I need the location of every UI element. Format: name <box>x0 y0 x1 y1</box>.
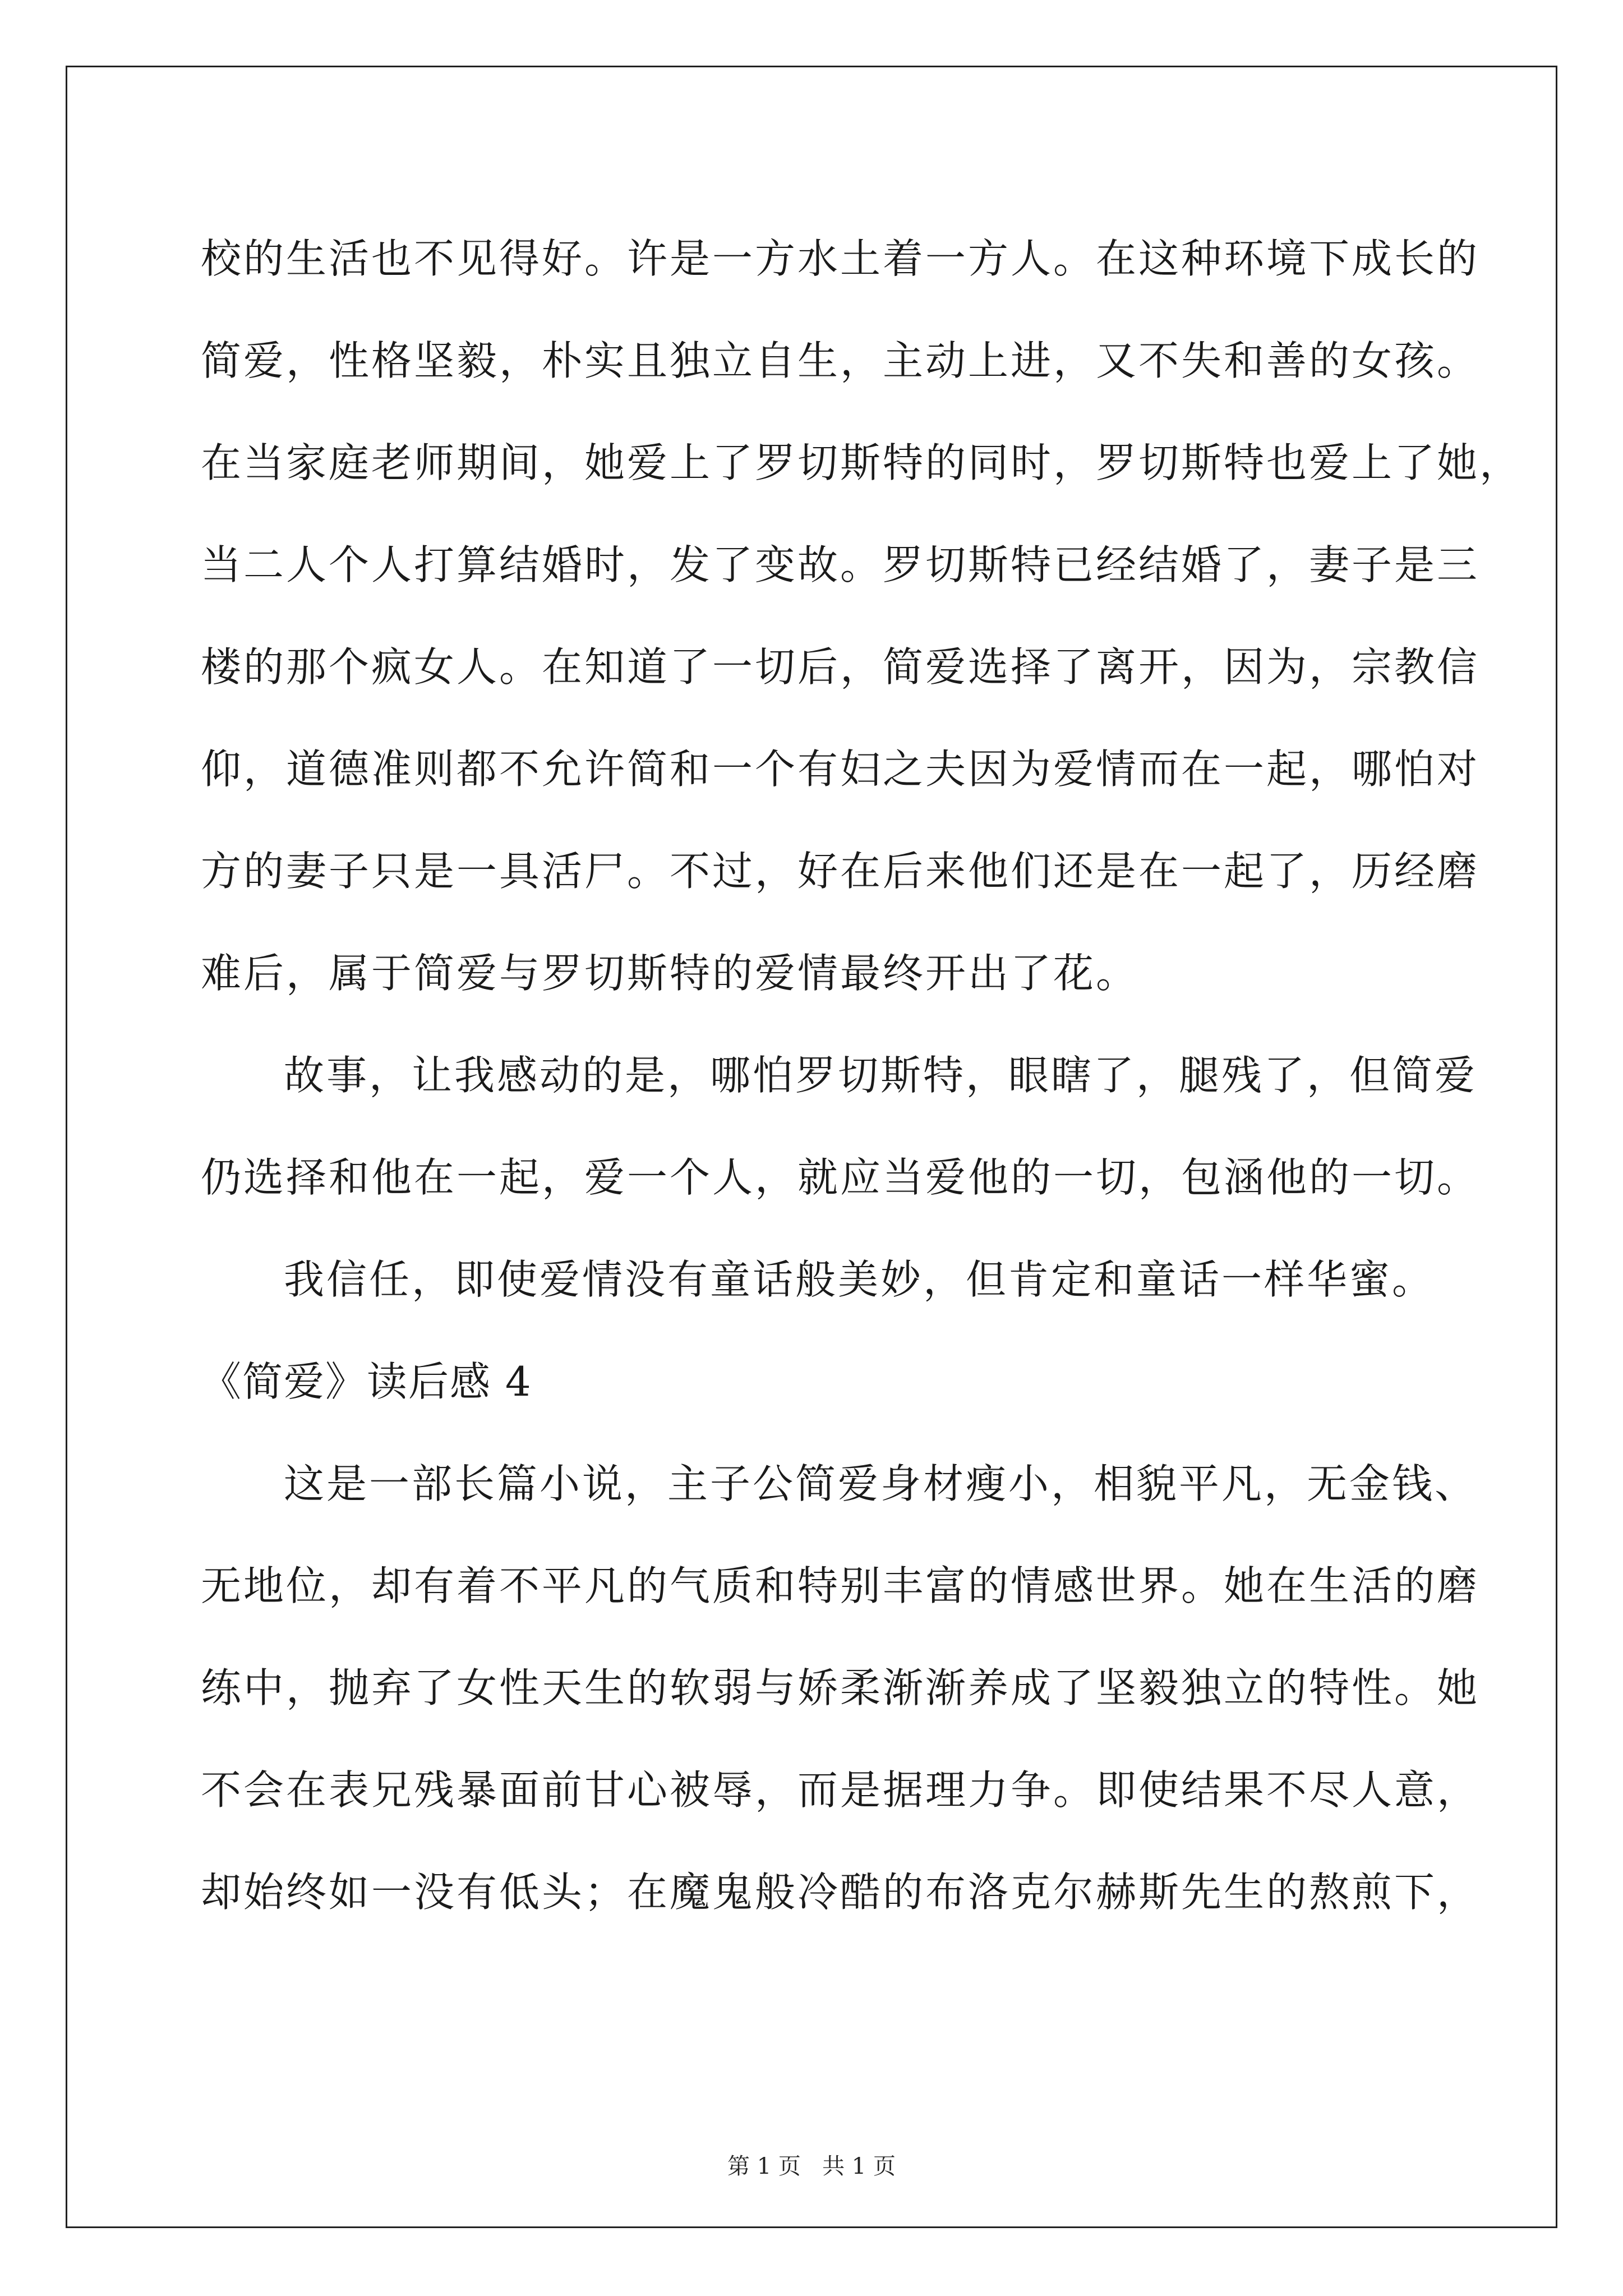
text-line: 方的妻子只是一具活尸。不过，好在后来他们还是在一起了，历经磨 <box>201 848 1480 895</box>
text-line: 却始终如一没有低头；在魔鬼般冷酷的布洛克尔赫斯先生的熬煎下， <box>201 1869 1480 1916</box>
text-line: 仰，道德准则都不允许简和一个有妇之夫因为爱情而在一起，哪怕对 <box>201 746 1480 793</box>
text-line: 在当家庭老师期间，她爱上了罗切斯特的同时，罗切斯特也爱上了她， <box>201 439 1523 486</box>
text-line: 练中，抛弃了女性天生的软弱与娇柔渐渐养成了坚毅独立的特性。她 <box>201 1664 1480 1711</box>
section-heading: 《简爱》读后感 4 <box>201 1358 532 1405</box>
paragraph-start-line: 我信任，即使爱情没有童话般美妙，但肯定和童话一样华蜜。 <box>284 1256 1435 1303</box>
text-line: 校的生活也不见得好。许是一方水土着一方人。在这种环境下成长的 <box>201 235 1480 282</box>
text-line: 难后，属于简爱与罗切斯特的爱情最终开出了花。 <box>201 950 1139 997</box>
page-footer: 第 1 页 共 1 页 <box>727 2154 896 2179</box>
text-line: 无地位，却有着不平凡的气质和特别丰富的情感世界。她在生活的磨 <box>201 1562 1480 1609</box>
text-line: 仍选择和他在一起，爱一个人，就应当爱他的一切，包涵他的一切。 <box>201 1154 1480 1201</box>
text-line: 不会在表兄残暴面前甘心被辱，而是据理力争。即使结果不尽人意， <box>201 1766 1480 1814</box>
text-line: 楼的那个疯女人。在知道了一切后，简爱选择了离开，因为，宗教信 <box>201 643 1480 691</box>
text-line: 当二人个人打算结婚时，发了变故。罗切斯特已经结婚了，妻子是三 <box>201 541 1480 588</box>
document-body <box>201 208 1523 1943</box>
paragraph-start-line: 故事，让我感动的是，哪怕罗切斯特，眼瞎了，腿残了，但简爱 <box>284 1052 1478 1099</box>
paragraph-start-line: 这是一部长篇小说，主子公简爱身材瘦小，相貌平凡，无金钱、 <box>284 1460 1478 1507</box>
text-line: 简爱，性格坚毅，朴实且独立自生，主动上进，又不失和善的女孩。 <box>201 337 1480 384</box>
